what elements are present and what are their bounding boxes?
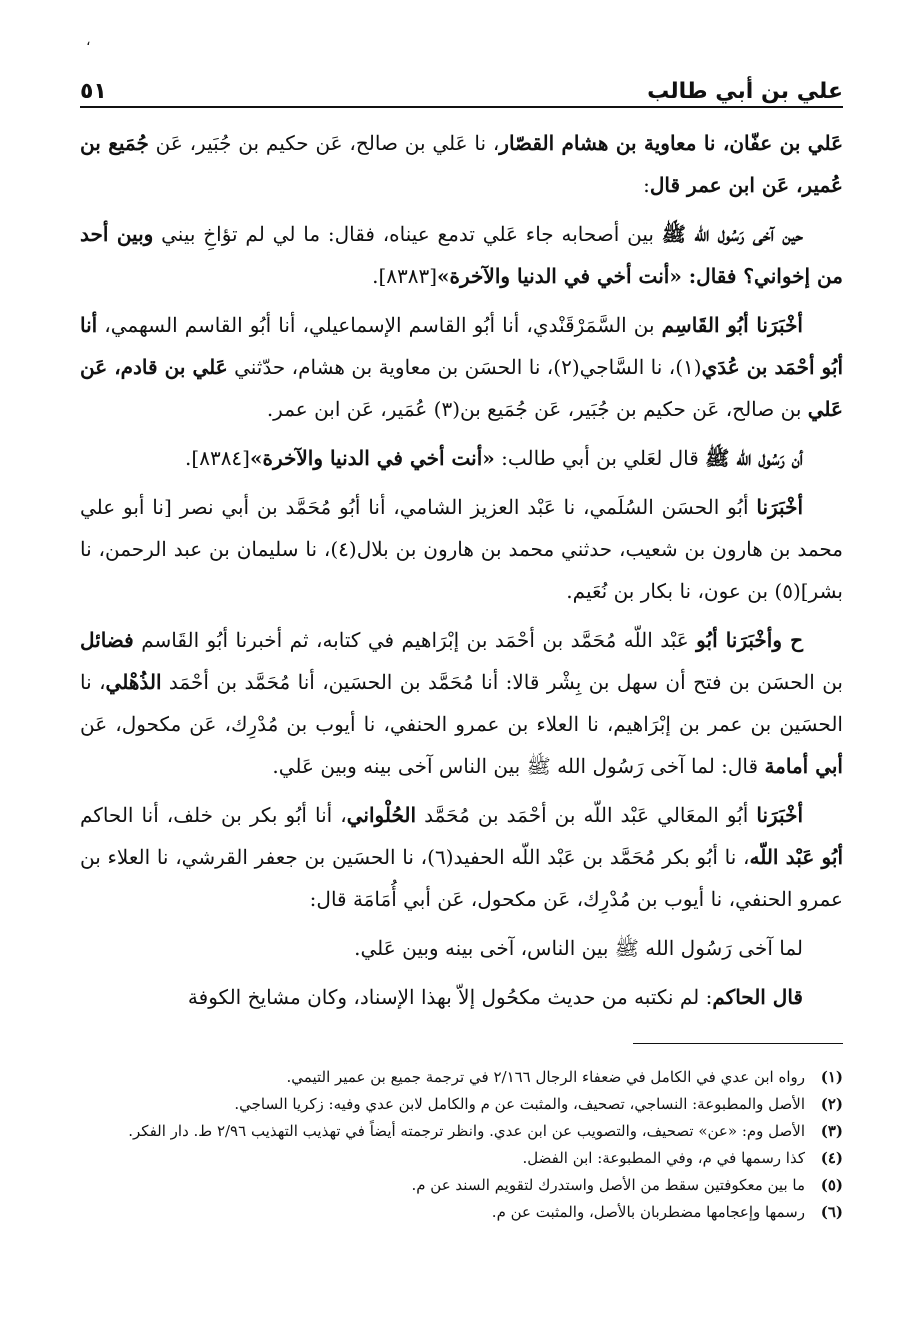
text-run: ، نا عَلي بن صالح، عَن حكيم بن جُبَير، عَن <box>148 131 500 155</box>
footnote <box>80 1145 843 1172</box>
header-rule <box>80 106 843 108</box>
emphasized-text: الحُلْواني <box>346 803 417 827</box>
text-run: : <box>643 173 650 197</box>
emphasized-text: وبين أحد من إخواني؟ فقال: «أنت أخي في الدنيا والآخرة» <box>80 222 843 288</box>
paragraph <box>80 794 843 920</box>
footnote-text: رواه ابن عدي في الكامل في ضعفاء الرجال ٢/١٦٦ في ترجمة جميع بن عمير التيمي. <box>286 1068 805 1086</box>
footnote <box>80 1091 843 1118</box>
emphasized-text: جُمَيع بن عُمير، عَن ابن عمر قال <box>80 131 843 197</box>
footnote-number: (٥) <box>820 1176 843 1194</box>
emphasized-text: فضائل <box>80 628 134 652</box>
text-run: ، نا أبُو بكر مُحَمَّد بن عَبْد اللّه الحفيد(٦)، نا الحسَين بن جعفر القرشي، نا العلاء بن عمرو الحنفي، نا أيوب بن مُدْرِك، عَن مكحول، عَن أبي أُمَامَة قال: <box>80 845 843 911</box>
footnote <box>80 1199 843 1226</box>
emphasized-text: عَلي بن قادم، عَن عَلي <box>80 355 843 421</box>
footnote <box>80 1118 843 1145</box>
footnote-number: (٣) <box>820 1122 843 1140</box>
footnote-number: (٦) <box>820 1203 843 1221</box>
text-run: أبُو الحسَن السُلَمي، نا عَبْد العزيز الشامي، أنا أبُو مُحَمَّد بن أبي نصر [نا أبو علي محمد بن هارون بن شعيب، حدثني محمد بن هارون بن بلال(٤)، نا سليمان بن عبد الرحمن، نا بشر](٥) بن عون، نا بكار بن نُعَيم. <box>80 495 843 603</box>
footnotes <box>80 1064 843 1226</box>
footnote-text: كذا رسمها في م، وفي المطبوعة: ابن الفضل. <box>522 1149 805 1167</box>
emphasized-text: «أنت أخي في الدنيا والآخرة» <box>249 446 495 470</box>
paragraph <box>80 619 843 787</box>
footnote-text: ما بين معكوفتين سقط من الأصل واستدرك لتقويم السند عن م. <box>411 1176 805 1194</box>
text-run: بن السَّمَرْقَنْدي، أنا أبُو القاسم الإسماعيلي، أنا أبُو القاسم السهمي، <box>97 313 662 337</box>
emphasized-text: أبي أمامة <box>764 754 843 778</box>
emphasized-text: عَلي بن عفّان، نا معاوية بن هشام القصّار <box>499 131 844 155</box>
footnote-text: الأصل والمطبوعة: النساجي، تصحيف، والمثبت عن م والكامل لابن عدي وفيه: زكريا الساجي. <box>234 1095 805 1113</box>
running-header <box>80 64 843 104</box>
emphasized-text: أنا أبُو أحْمَد بن عُدَي <box>80 313 844 379</box>
emphasized-text: أخْبَرَنا أبُو القَاسِم <box>661 313 803 337</box>
footnote-number: (٢) <box>820 1095 843 1113</box>
text-run: بين أصحابه جاء عَلي تدمع عيناه، فقال: ما لي لم تؤاخِ بيني <box>153 222 662 246</box>
emphasized-text: الذُهْلي <box>105 670 162 694</box>
text-run: ، نا الحسَين بن عمر بن إبْرَاهيم، نا العلاء بن عمرو الحنفي، نا أيوب بن مُدْرِك، عَن مكحول، عَن <box>80 670 843 736</box>
margin-mark: ، <box>86 33 91 49</box>
emphasized-text: حين آخى رَسُول الله ﷺ <box>661 222 803 246</box>
text-run: بن الحسَن بن فتح أن سهل بن بِشْر قالا: أنا مُحَمَّد بن الحسَين، أنا مُحَمَّد بن أحْمَد <box>161 670 843 694</box>
running-title: علي بن أبي طالب <box>647 79 843 104</box>
text-run: قال: لما آخى رَسُول الله ﷺ بين الناس آخى بينه وبين عَلي. <box>272 754 765 778</box>
paragraph <box>80 437 843 479</box>
paragraph <box>80 122 843 206</box>
paragraph <box>80 213 843 297</box>
emphasized-text: أبُو عَبْد اللّه <box>749 845 844 869</box>
main-text <box>80 122 843 1025</box>
text-run: [٨٣٨٤]. <box>185 446 250 470</box>
text-run: قال لعَلي بن أبي طالب: <box>494 446 706 470</box>
emphasized-text: أخْبَرَنا <box>756 803 803 827</box>
footnote <box>80 1172 843 1199</box>
footnote <box>80 1064 843 1091</box>
text-run: [٨٣٨٣]. <box>372 264 438 288</box>
paragraph <box>80 927 843 969</box>
emphasized-text: أخْبَرَنا <box>756 495 803 519</box>
footnote-separator <box>633 1043 843 1044</box>
footnote-number: (١) <box>820 1068 843 1086</box>
text-run: لما آخى رَسُول الله ﷺ بين الناس، آخى بينه وبين عَلي. <box>354 936 803 960</box>
text-run: عَبْد اللّه مُحَمَّد بن أحْمَد بن إبْرَاهيم في كتابه، ثم أخبرنا أبُو القَاسم <box>133 628 697 652</box>
paragraph <box>80 976 843 1018</box>
paragraph <box>80 486 843 612</box>
paragraph <box>80 304 843 430</box>
text-run: (١)، نا السَّاجي(٢)، نا الحسَن بن معاوية بن هشام، حدّثني <box>227 355 702 379</box>
emphasized-text: أن رَسُول الله ﷺ <box>705 446 803 470</box>
emphasized-text: ح وأخْبَرَنا أبُو <box>696 628 803 652</box>
text-run: : لم نكتبه من حديث مكحُول إلاّ بهذا الإسناد، وكان مشايخ الكوفة <box>187 985 713 1009</box>
text-run: أبُو المعَالي عَبْد اللّه بن أحْمَد بن مُحَمَّد <box>416 803 757 827</box>
emphasized-text: قال الحاكم <box>712 985 803 1009</box>
footnote-text: الأصل وم: «عن» تصحيف، والتصويب عن ابن عدي. وانظر ترجمته أيضاً في تهذيب التهذيب ٢/٩٦ ط. دار الفكر. <box>128 1122 805 1140</box>
footnote-number: (٤) <box>820 1149 843 1167</box>
page-number: ٥١ <box>80 79 107 104</box>
text-run: ، أنا أبُو بكر بن خلف، أنا الحاكم <box>80 803 347 827</box>
footnote-text: رسمها وإعجامها مضطربان بالأصل، والمثبت عن م. <box>491 1203 805 1221</box>
text-run: بن صالح، عَن حكيم بن جُبَير، عَن جُمَيع بن(٣) عُمَير، عَن ابن عمر. <box>266 397 808 421</box>
